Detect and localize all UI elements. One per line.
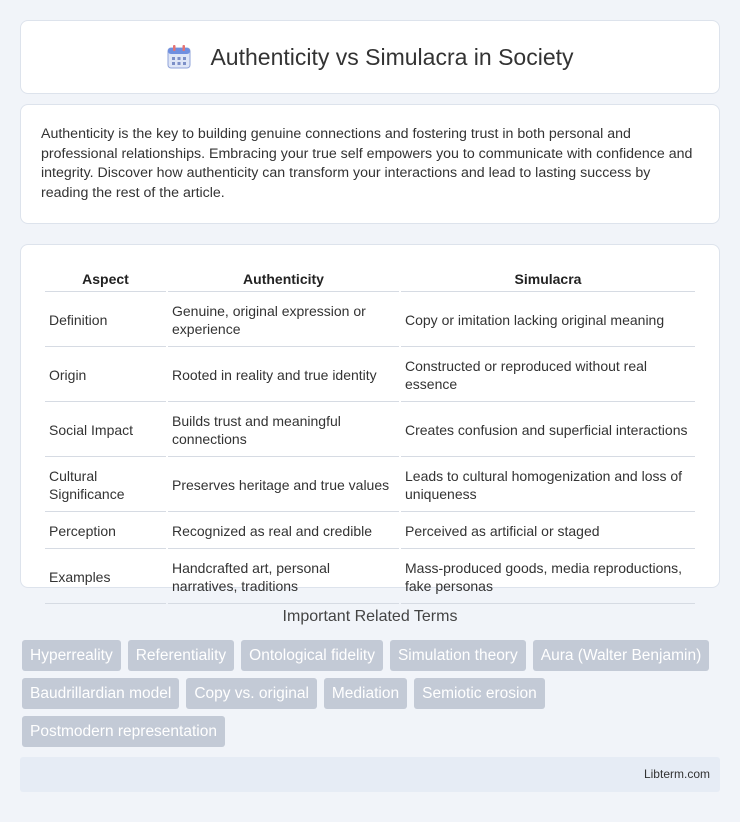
column-header-aspect: Aspect: [45, 265, 166, 292]
comparison-table: [43, 263, 697, 606]
table-cell-aspect: Origin: [45, 349, 166, 402]
table-row: [45, 551, 695, 604]
related-term-tag[interactable]: Hyperreality: [22, 640, 121, 671]
table-cell-authenticity: Rooted in reality and true identity: [168, 349, 399, 402]
table-cell-aspect: Definition: [45, 294, 166, 347]
table-row: [45, 459, 695, 512]
column-header-simulacra: Simulacra: [401, 265, 695, 292]
table-cell-authenticity: Recognized as real and credible: [168, 514, 399, 549]
table-cell-aspect: Examples: [45, 551, 166, 604]
table-cell-simulacra: Mass-produced goods, media reproductions, fake personas: [401, 551, 695, 604]
table-cell-simulacra: Creates confusion and superficial interactions: [401, 404, 695, 457]
table-cell-simulacra: Copy or imitation lacking original meaning: [401, 294, 695, 347]
table-cell-aspect: Perception: [45, 514, 166, 549]
page-title: Authenticity vs Simulacra in Society: [210, 43, 574, 70]
related-term-tag[interactable]: Simulation theory: [390, 640, 526, 671]
comparison-table-card: [20, 244, 720, 594]
table-cell-authenticity: Handcrafted art, personal narratives, traditions: [168, 551, 399, 604]
column-header-authenticity: Authenticity: [168, 265, 399, 292]
table-row: [45, 404, 695, 457]
table-cell-simulacra: Leads to cultural homogenization and loss of uniqueness: [401, 459, 695, 512]
table-cell-simulacra: Perceived as artificial or staged: [401, 514, 695, 549]
table-cell-simulacra: Constructed or reproduced without real essence: [401, 349, 695, 402]
table-cell-authenticity: Preserves heritage and true values: [168, 459, 399, 512]
table-row: [45, 514, 695, 549]
table-cell-authenticity: Builds trust and meaningful connections: [168, 404, 399, 457]
table-cell-aspect: Social Impact: [45, 404, 166, 457]
table-cell-authenticity: Genuine, original expression or experience: [168, 294, 399, 347]
related-term-tag[interactable]: Ontological fidelity: [241, 640, 383, 671]
related-term-tag[interactable]: Mediation: [324, 678, 407, 709]
header-card: [20, 20, 720, 94]
table-row: [45, 294, 695, 347]
table-cell-aspect: Cultural Significance: [45, 459, 166, 512]
footer-site-link[interactable]: Libterm.com: [643, 767, 710, 781]
related-term-tag[interactable]: Semiotic erosion: [414, 678, 545, 709]
intro-card: [20, 104, 720, 224]
related-term-tag[interactable]: Postmodern representation: [22, 716, 225, 747]
intro-text: Authenticity is the key to building genuine connections and fostering trust in both personal and professional relationships. Embracing your true self empowers you to communicate with confidence and integrity. Discover how authenticity can transform your interactions and lead to lasting success by reading the rest of the article.: [41, 126, 693, 201]
table-row: [45, 349, 695, 402]
related-term-tag[interactable]: Baudrillardian model: [22, 678, 179, 709]
related-term-tag[interactable]: Copy vs. original: [186, 678, 317, 709]
table-header-row: [45, 265, 695, 292]
related-terms-title: Important Related Terms: [282, 608, 458, 625]
related-terms-list: [22, 640, 722, 747]
footer: [20, 757, 720, 792]
related-term-tag[interactable]: Referentiality: [128, 640, 234, 671]
calendar-icon: [166, 44, 192, 70]
related-term-tag[interactable]: Aura (Walter Benjamin): [533, 640, 710, 671]
